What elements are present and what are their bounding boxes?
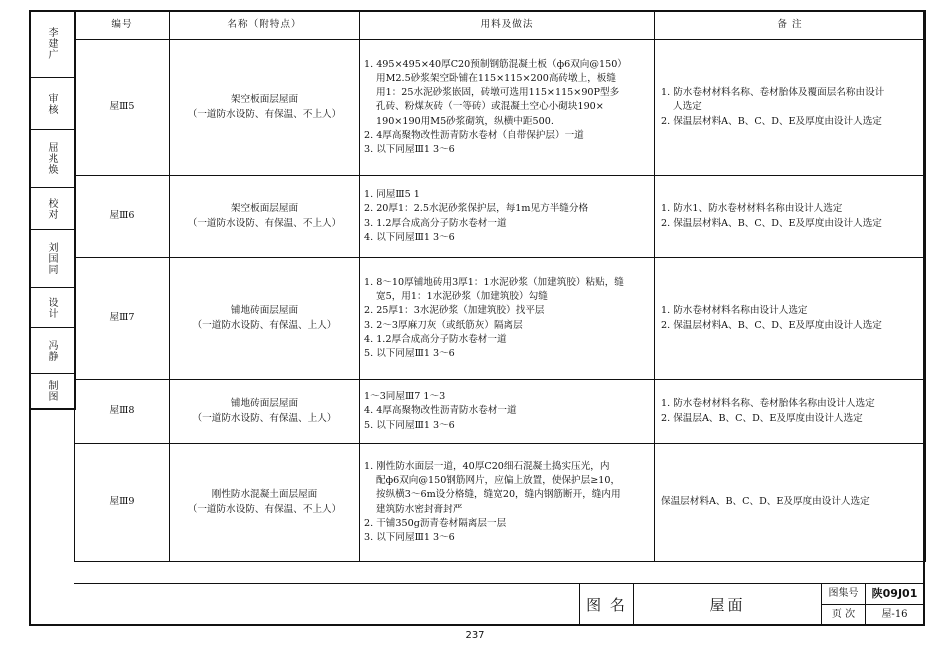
row-name-feature: （一道防水设防、有保温、不上人）	[187, 503, 342, 515]
row-name	[170, 444, 360, 562]
row-no: 屋Ⅲ5	[75, 40, 170, 176]
row-name	[170, 258, 360, 380]
atlas-page-labels	[821, 584, 865, 625]
stamp-draw-label: 制图	[46, 380, 57, 402]
row-name-feature: （一道防水设防、有保温、上人）	[192, 412, 337, 424]
material-line: 配ф6双向@150钢筋网片，应偏上放置，使保护层≥10，	[376, 475, 621, 487]
stamp-lead-label: 李建广	[46, 27, 57, 60]
material-line: 2. 干铺350g沥青卷材隔离层一层	[364, 517, 507, 529]
table-row	[75, 258, 926, 380]
material-line: 1～3同屋Ⅲ7 1～3	[364, 391, 446, 403]
material-line: 按纵横3～6m设分格缝，缝宽20，缝内钢筋断开，缝内用	[376, 489, 621, 501]
material-line: 2. 4厚高聚物改性沥青防水卷材（自带保护层）一道	[364, 129, 584, 141]
row-no: 屋Ⅲ9	[75, 444, 170, 562]
page-label: 页 次	[831, 609, 856, 620]
page-code: 屋-16	[881, 609, 908, 620]
stamp-review-sig: 屈兆焕	[46, 142, 57, 175]
note-line: 1. 防水1、防水卷材材料名称由设计人选定	[661, 203, 843, 215]
row-name	[170, 380, 360, 444]
material-line: 4. 4厚高聚物改性沥青防水卷材一道	[364, 405, 517, 417]
row-notes	[655, 380, 926, 444]
row-notes	[655, 444, 926, 562]
note-line: 2. 保温层材料A、B、C、D、E及厚度由设计人选定	[661, 217, 882, 229]
row-no: 屋Ⅲ6	[75, 176, 170, 258]
header-materials: 用料及做法	[360, 11, 655, 40]
material-line: 5. 以下同屋Ⅲ1 3～6	[364, 419, 455, 431]
row-name-title: 铺地砖面层屋面	[230, 305, 299, 317]
row-name-feature: （一道防水设防、有保温、不上人）	[187, 217, 342, 229]
header-notes: 备 注	[655, 11, 926, 40]
material-line: 孔砖、粉煤灰砖（一等砖）或混凝土空心小砌块190×	[376, 101, 604, 113]
row-name	[170, 40, 360, 176]
table-row	[75, 380, 926, 444]
row-name-title: 铺地砖面层屋面	[230, 398, 299, 410]
row-notes	[655, 176, 926, 258]
row-name-title: 架空板面层屋面	[230, 94, 299, 106]
stamp-design-label: 设计	[46, 296, 57, 319]
header-no: 编号	[75, 11, 170, 40]
material-line: 4. 以下同屋Ⅲ1 3～6	[364, 231, 455, 243]
note-line: 人选定	[673, 101, 702, 113]
title-block	[74, 583, 925, 625]
row-name-title: 架空板面层屋面	[230, 203, 299, 215]
table-header-row	[75, 11, 926, 40]
row-notes	[655, 40, 926, 176]
material-line: 3. 以下同屋Ⅲ1 3～6	[364, 144, 455, 155]
material-line: 建筑防水密封膏封严	[376, 503, 463, 515]
note-line: 1. 防水卷材材料名称、卷材胎体及覆面层名称由设计	[661, 87, 885, 99]
table-row	[75, 444, 926, 562]
note-line: 1. 防水卷材材料名称、卷材胎体名称由设计人选定	[661, 398, 875, 410]
stamp-check-label: 校对	[46, 197, 57, 220]
material-line: 5. 以下同屋Ⅲ1 3～6	[364, 347, 455, 359]
drawing-title: 屋面	[633, 584, 821, 625]
atlas-number: 陕09J01	[866, 584, 923, 605]
table-row	[75, 176, 926, 258]
material-line: 1. 刚性防水面层一道，40厚C20细石混凝土捣实压光，内	[364, 460, 610, 472]
material-line: 1. 8～10厚铺地砖用3厚1：1水泥砂浆（加建筑胶）粘贴，缝	[364, 276, 624, 288]
stamp-review-label: 审核	[46, 92, 57, 115]
material-line: 3. 2～3厚麻刀灰（或纸筋灰）隔离层	[364, 319, 523, 331]
stamp-design-sig: 冯静	[46, 339, 57, 362]
row-materials	[360, 176, 655, 258]
material-line: 用M2.5砂浆架空卧铺在115×115×200高砖墩上，板缝	[376, 72, 616, 84]
note-line: 2. 保温层A、B、C、D、E及厚度由设计人选定	[661, 412, 863, 424]
material-line: 3. 以下同屋Ⅲ1 3～6	[364, 531, 455, 543]
material-line: 2. 25厚1：3水泥砂浆（加建筑胶）找平层	[364, 305, 545, 317]
header-name: 名称（附特点）	[170, 11, 360, 40]
row-materials	[360, 380, 655, 444]
row-no: 屋Ⅲ7	[75, 258, 170, 380]
atlas-label: 图集号	[822, 584, 865, 605]
material-line: 4. 1.2厚合成高分子防水卷材一道	[364, 333, 507, 345]
note-line: 2. 保温层材料A、B、C、D、E及厚度由设计人选定	[661, 115, 882, 127]
page-number: 237	[465, 630, 485, 641]
material-line: 1. 495×495×40厚C20预制钢筋混凝土板（ф6双向@150）	[364, 58, 627, 70]
title-label: 图 名	[579, 584, 633, 625]
stamp-check-sig: 刘国同	[46, 242, 57, 275]
row-materials	[360, 40, 655, 176]
material-line: 用1：25水泥砂浆嵌固，砖墩可选用115×115×90P型多	[376, 87, 620, 99]
row-name-feature: （一道防水设防、有保温、上人）	[192, 319, 337, 331]
row-materials	[360, 444, 655, 562]
row-notes	[655, 258, 926, 380]
row-name-title: 刚性防水混凝土面层屋面	[211, 489, 318, 501]
roof-spec-table	[74, 10, 926, 562]
atlas-page-values	[865, 584, 923, 625]
row-materials	[360, 258, 655, 380]
row-name-feature: （一道防水设防、有保温、不上人）	[187, 108, 342, 120]
material-line: 宽5，用1：1水泥砂浆（加建筑胶）勾缝	[376, 291, 548, 303]
material-line: 190×190用M5砂浆砌筑，纵横中距500.	[376, 115, 554, 127]
note-line: 保温层材料A、B、C、D、E及厚度由设计人选定	[661, 496, 870, 508]
material-line: 3. 1.2厚合成高分子防水卷材一道	[364, 217, 507, 229]
table-row	[75, 40, 926, 176]
row-no: 屋Ⅲ8	[75, 380, 170, 444]
row-name	[170, 176, 360, 258]
material-line: 2. 20厚1：2.5水泥砂浆保护层，每1m见方半缝分格	[364, 203, 589, 215]
note-line: 1. 防水卷材材料名称由设计人选定	[661, 305, 808, 317]
note-line: 2. 保温层材料A、B、C、D、E及厚度由设计人选定	[661, 319, 882, 331]
material-line: 1. 同屋Ⅲ5 1	[364, 189, 420, 201]
